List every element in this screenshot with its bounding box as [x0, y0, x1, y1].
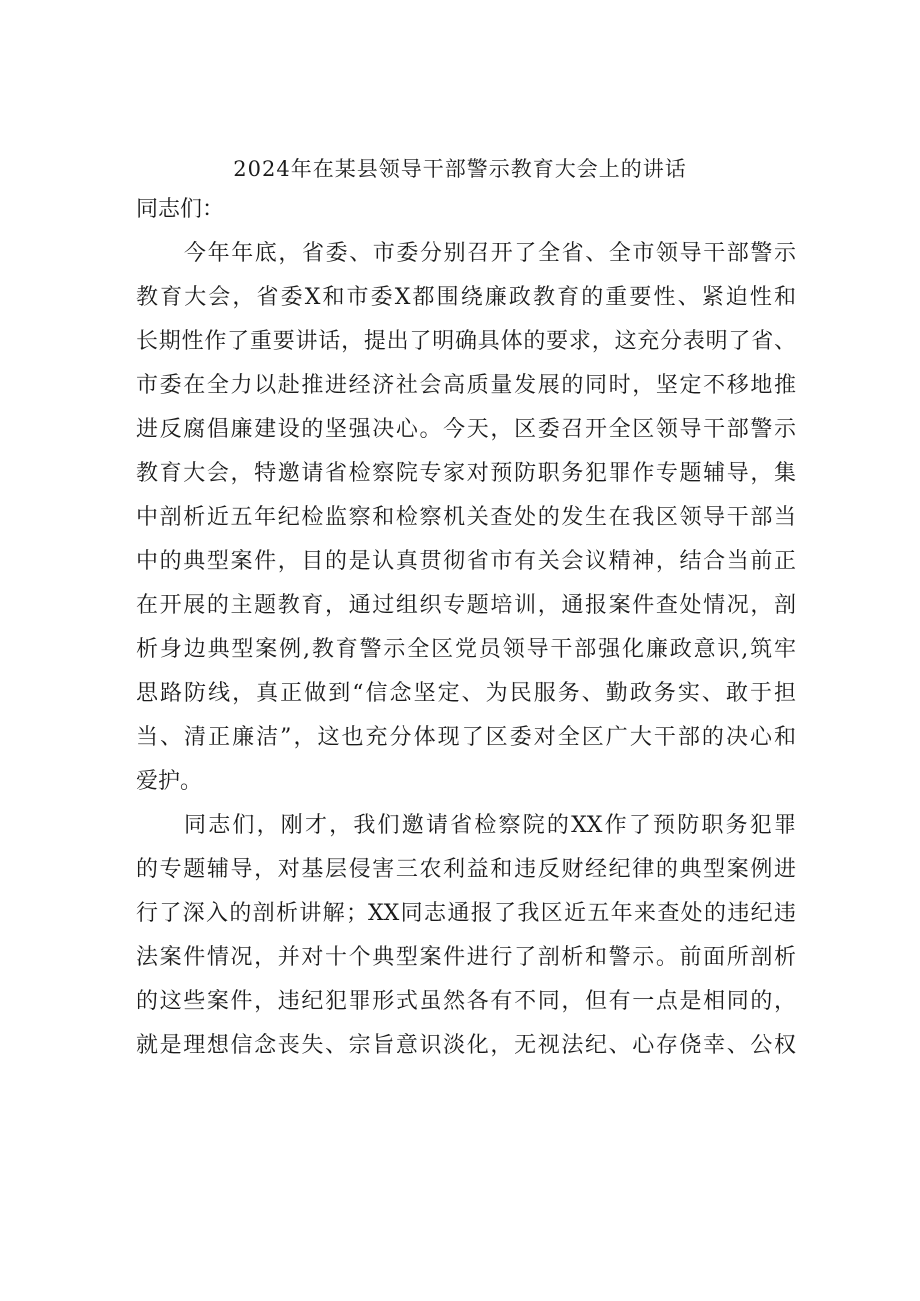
paragraph-line: 中的典型案件，目的是认真贯彻省市有关会议精神，结合当前正 [136, 549, 796, 574]
paragraph-line: 中剖析近五年纪检监察和检察机关查处的发生在我区领导干部当 [136, 505, 796, 530]
paragraph-line: 的专题辅导，对基层侵害三农利益和违反财经纪律的典型案例进 [136, 857, 796, 882]
paragraph-line: 进反腐倡廉建设的坚强决心。今天，区委召开全区领导干部警示 [136, 417, 796, 442]
paragraph-line: 今年年底，省委、市委分别召开了全省、全市领导干部警示 [184, 241, 796, 266]
salutation: 同志们： [136, 197, 225, 222]
paragraph-line: 当、清正廉洁”，这也充分体现了区委对全区广大干部的决心和 [136, 725, 796, 750]
paragraph-1 [136, 232, 796, 804]
paragraph-line: 思路防线，真正做到“信念坚定、为民服务、勤政务实、敢于担 [136, 681, 796, 706]
paragraph-line: 爱护。 [136, 769, 203, 794]
paragraph-line: 的这些案件，违纪犯罪形式虽然各有不同，但有一点是相同的， [136, 989, 796, 1014]
paragraph-line: 法案件情况，并对十个典型案件进行了剖析和警示。前面所剖析 [136, 945, 796, 970]
paragraph-line: 就是理想信念丧失、宗旨意识淡化，无视法纪、心存侥幸、公权 [136, 1033, 796, 1058]
paragraph-line: 析身边典型案例,教育警示全区党员领导干部强化廉政意识,筑牢 [136, 637, 796, 662]
document-body [136, 188, 796, 1068]
document-title: 2024年在某县领导干部警示教育大会上的讲话 [233, 157, 687, 181]
paragraph-line: 教育大会，特邀请省检察院专家对预防职务犯罪作专题辅导，集 [136, 461, 796, 486]
paragraph-2 [136, 804, 796, 1068]
paragraph-line: 市委在全力以赴推进经济社会高质量发展的同时，坚定不移地推 [136, 373, 796, 398]
paragraph-line: 在开展的主题教育，通过组织专题培训，通报案件查处情况，剖 [136, 593, 796, 618]
paragraph-line: 长期性作了重要讲话，提出了明确具体的要求，这充分表明了省、 [136, 329, 796, 354]
paragraph-line: 同志们，刚才，我们邀请省检察院的XX作了预防职务犯罪 [184, 813, 796, 838]
paragraph-line: 行了深入的剖析讲解；XX同志通报了我区近五年来查处的违纪违 [136, 901, 796, 926]
paragraph-line: 教育大会，省委X和市委X都围绕廉政教育的重要性、紧迫性和 [136, 285, 796, 310]
